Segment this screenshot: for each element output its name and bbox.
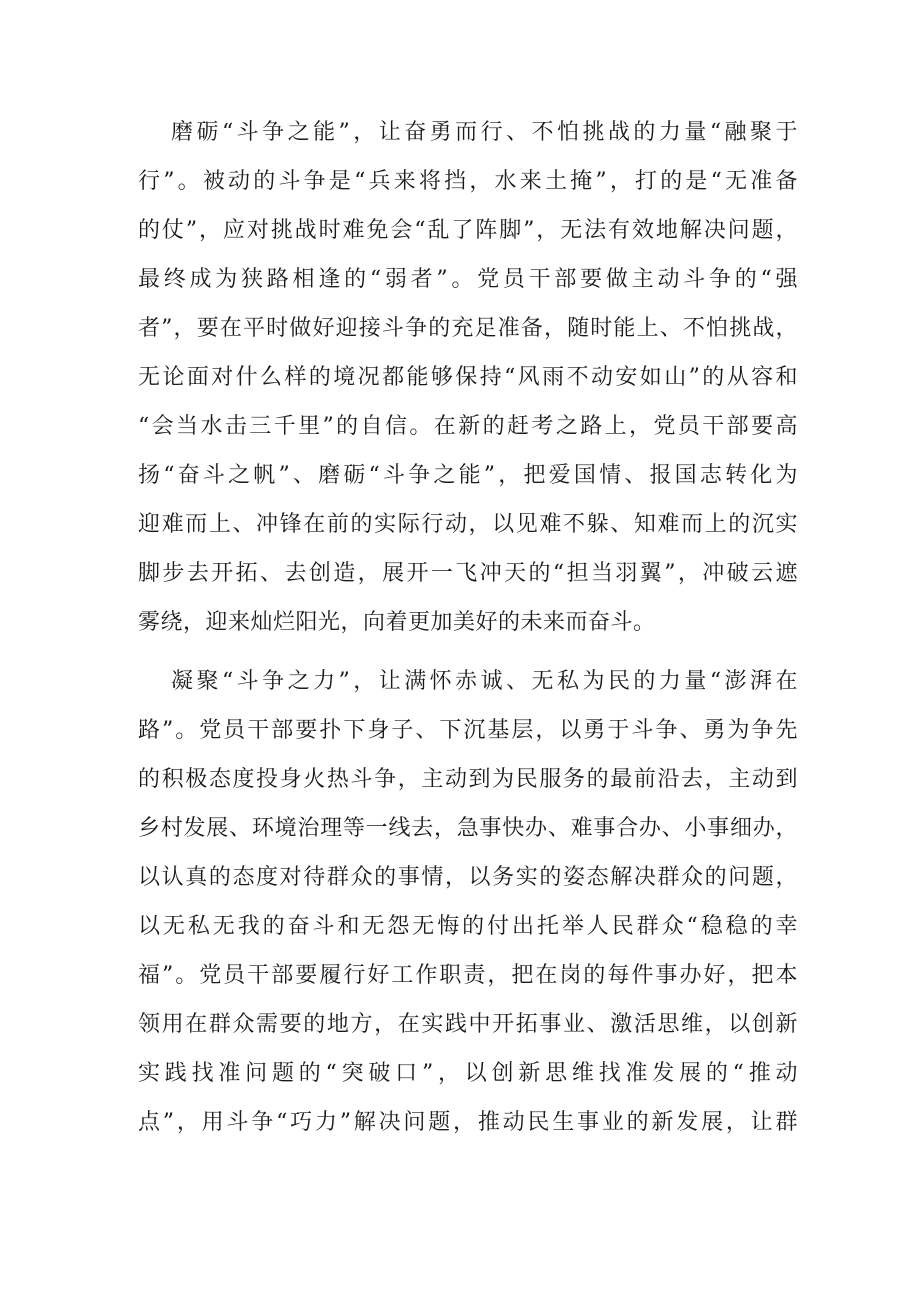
text-line: 的积极态度投身火热斗争，主动到为民服务的最前沿去，主动到 [138, 767, 798, 792]
text-line: “会当水击三千里”的自信。在新的赶考之路上，党员干部要高 [138, 414, 798, 439]
text-line: 最终成为狭路相逢的“弱者”。党员干部要做主动斗争的“强 [138, 267, 798, 292]
text-line: 以认真的态度对待群众的事情，以务实的姿态解决群众的问题， [138, 865, 798, 890]
text-line: 凝聚“斗争之力”，让满怀赤诚、无私为民的力量“澎湃在 [171, 669, 798, 694]
text-line: 领用在群众需要的地方，在实践中开拓事业、激活思维，以创新 [138, 1012, 798, 1037]
text-line: 行”。被动的斗争是“兵来将挡，水来土掩”，打的是“无准备 [138, 169, 798, 194]
paragraph-1 [138, 108, 798, 647]
text-line: 以无私无我的奋斗和无怨无悔的付出托举人民群众“稳稳的幸 [138, 914, 798, 939]
text-line: 实践找准问题的“突破口”，以创新思维找准发展的“推动 [138, 1061, 798, 1086]
text-line: 脚步去开拓、去创造，展开一飞冲天的“担当羽翼”，冲破云遮 [138, 561, 798, 586]
text-line: 者”，要在平时做好迎接斗争的充足准备，随时能上、不怕挑战， [138, 316, 798, 341]
text-line: 点”，用斗争“巧力”解决问题，推动民生事业的新发展，让群 [138, 1110, 798, 1135]
text-line: 扬“奋斗之帆”、磨砺“斗争之能”，把爱国情、报国志转化为 [138, 463, 798, 488]
text-line: 乡村发展、环境治理等一线去，急事快办、难事合办、小事细办， [138, 816, 798, 841]
text-line: 路”。党员干部要扑下身子、下沉基层，以勇于斗争、勇为争先 [138, 718, 798, 743]
text-line: 磨砺“斗争之能”，让奋勇而行、不怕挑战的力量“融聚于 [171, 120, 798, 145]
text-line: 福”。党员干部要履行好工作职责，把在岗的每件事办好，把本 [138, 963, 798, 988]
text-line: 无论面对什么样的境况都能够保持“风雨不动安如山”的从容和 [138, 365, 798, 390]
text-line: 的仗”，应对挑战时难免会“乱了阵脚”，无法有效地解决问题， [138, 218, 798, 243]
paragraph-2 [138, 657, 798, 1147]
text-line: 雾绕，迎来灿烂阳光，向着更加美好的未来而奋斗。 [138, 610, 656, 635]
text-line: 迎难而上、冲锋在前的实际行动，以见难不躲、知难而上的沉实 [138, 512, 798, 537]
